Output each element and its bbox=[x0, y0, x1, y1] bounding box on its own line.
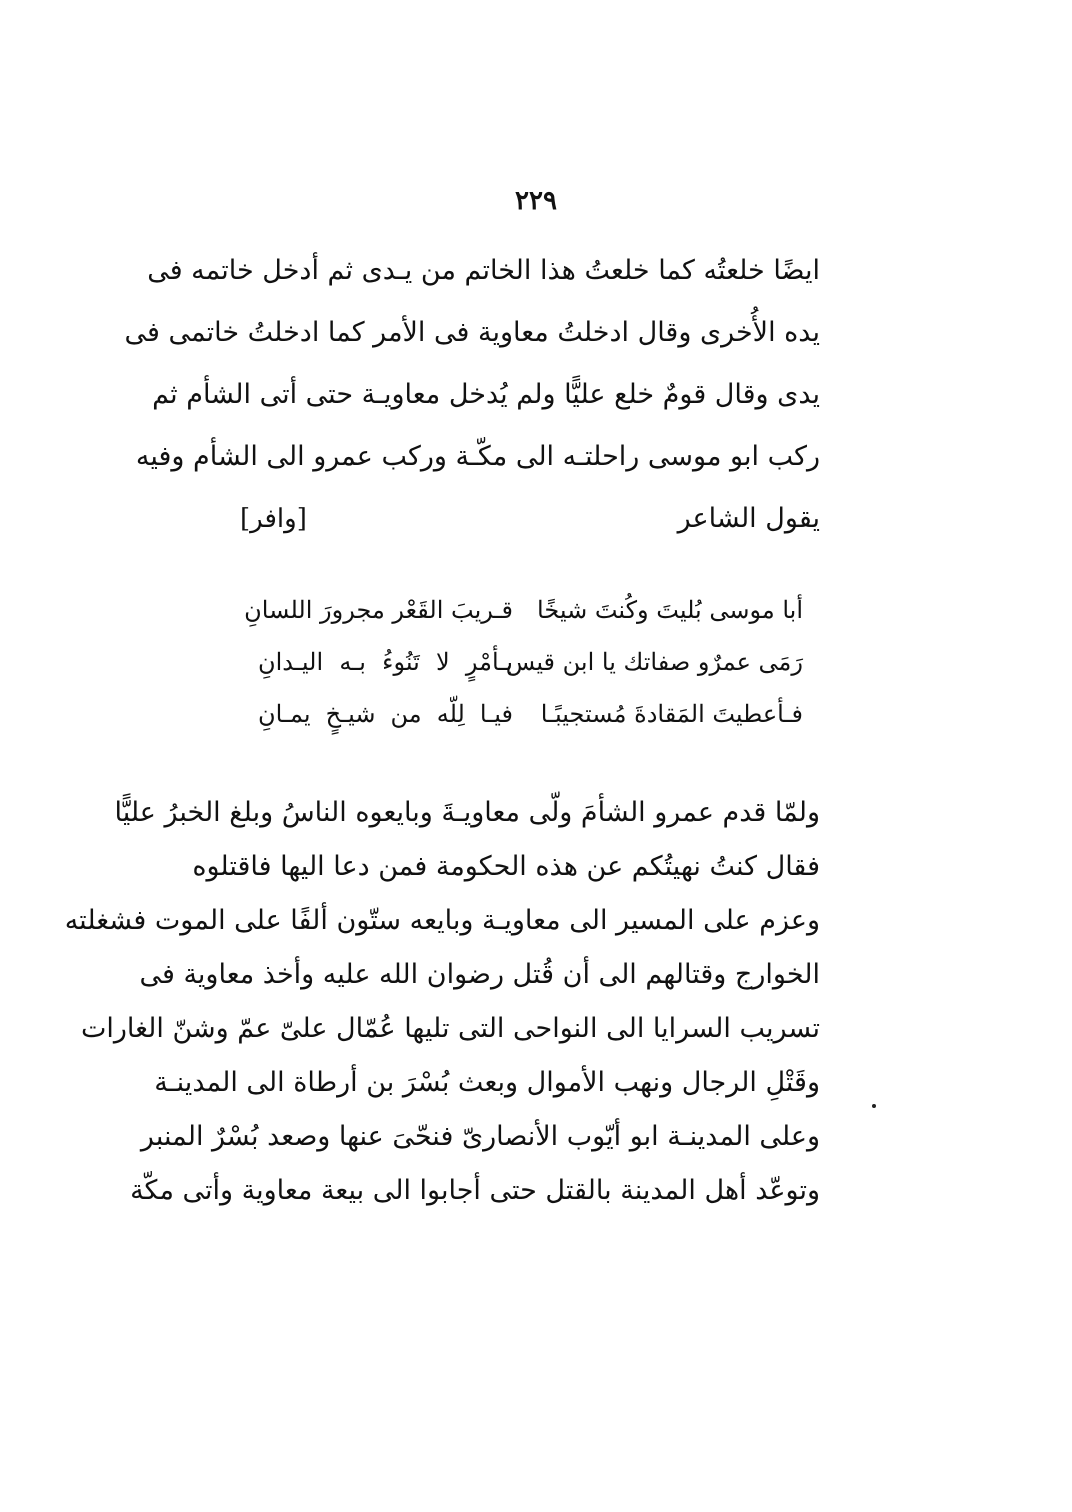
hemistich-second: بـأمْرٍ لا تَنُوءُ بـه اليـدانِ bbox=[258, 648, 513, 676]
paragraph-line: ولمّا قدم عمرو الشأمَ ولّى معاويـةَ وبايعوه الناسُ وبلغ الخبرُ عليًّا bbox=[114, 797, 820, 828]
paragraph-last-row bbox=[240, 488, 820, 550]
paragraph-1 bbox=[124, 240, 820, 550]
paragraph-line: وعزم على المسير الى معاويـة وبايعه ستّون ألفًا على الموت فشغلته bbox=[64, 905, 820, 936]
paragraph-line: وقَتْلِ الرجال ونهب الأموال وبعث بُسْرَ بن أرطاة الى المدينـة bbox=[154, 1067, 820, 1098]
paragraph-line: يدى وقال قومٌ خلع عليًّا ولم يُدخل معاويـة حتى أتى الشأم ثم bbox=[152, 379, 820, 410]
paragraph-line: وتوعّد أهل المدينة بالقتل حتى أجابوا الى بيعة معاوية وأتى مكّة bbox=[130, 1175, 820, 1206]
poem-verse bbox=[258, 688, 803, 740]
paragraph-line: وعلى المدينـة ابو أيّوب الأنصارىّ فنحّىَ عنها وصعد بُسْرٌ المنبر bbox=[140, 1121, 820, 1152]
poem-verse bbox=[258, 636, 803, 688]
hemistich-first: أبا موسى بُليتَ وكُنتَ شيخًا bbox=[537, 596, 803, 624]
paragraph-line: تسريب السرايا الى النواحى التى تليها عُمّال علىّ عمّ وشنّ الغارات bbox=[80, 1013, 820, 1044]
paragraph-line: ركب ابو موسى راحلتـه الى مكّـة وركب عمرو الى الشأم وفيه bbox=[135, 441, 820, 472]
paragraph-line: يقول الشاعر bbox=[677, 503, 820, 534]
page-number: ٢٢٩ bbox=[515, 186, 557, 216]
hemistich-first: رَمَى عمرٌو صفاتك يا ابن قيس bbox=[505, 648, 803, 676]
paragraph-2 bbox=[64, 786, 820, 1218]
hemistich-first: فـأعطيتَ المَقادةَ مُستجيبًـا bbox=[540, 700, 803, 728]
paragraph-line: يده الأُخرى وقال ادخلتُ معاوية فى الأمر كما ادخلتُ خاتمى فى bbox=[124, 317, 820, 348]
hemistich-second: فيـا لِلّه من شيـخٍ يمـانِ bbox=[258, 700, 513, 728]
paragraph-line: الخوارج وقتالهم الى أن قُتل رضوان الله عليه وأخذ معاوية فى bbox=[139, 959, 820, 990]
paragraph-line: ايضًا خلعتُه كما خلعتُ هذا الخاتم من يـدى ثم أدخل خاتمه فى bbox=[147, 255, 820, 286]
meter-label: [وافر] bbox=[240, 504, 307, 534]
poem bbox=[244, 584, 803, 740]
poem-verse bbox=[244, 584, 803, 636]
hemistich-second: قـريبَ القَعْر مجرورَ اللسانِ bbox=[244, 596, 513, 624]
paragraph-line: فقال كنتُ نهيتُكم عن هذه الحكومة فمن دعا اليها فاقتلوه bbox=[192, 851, 820, 882]
scan-speck bbox=[872, 1104, 876, 1108]
